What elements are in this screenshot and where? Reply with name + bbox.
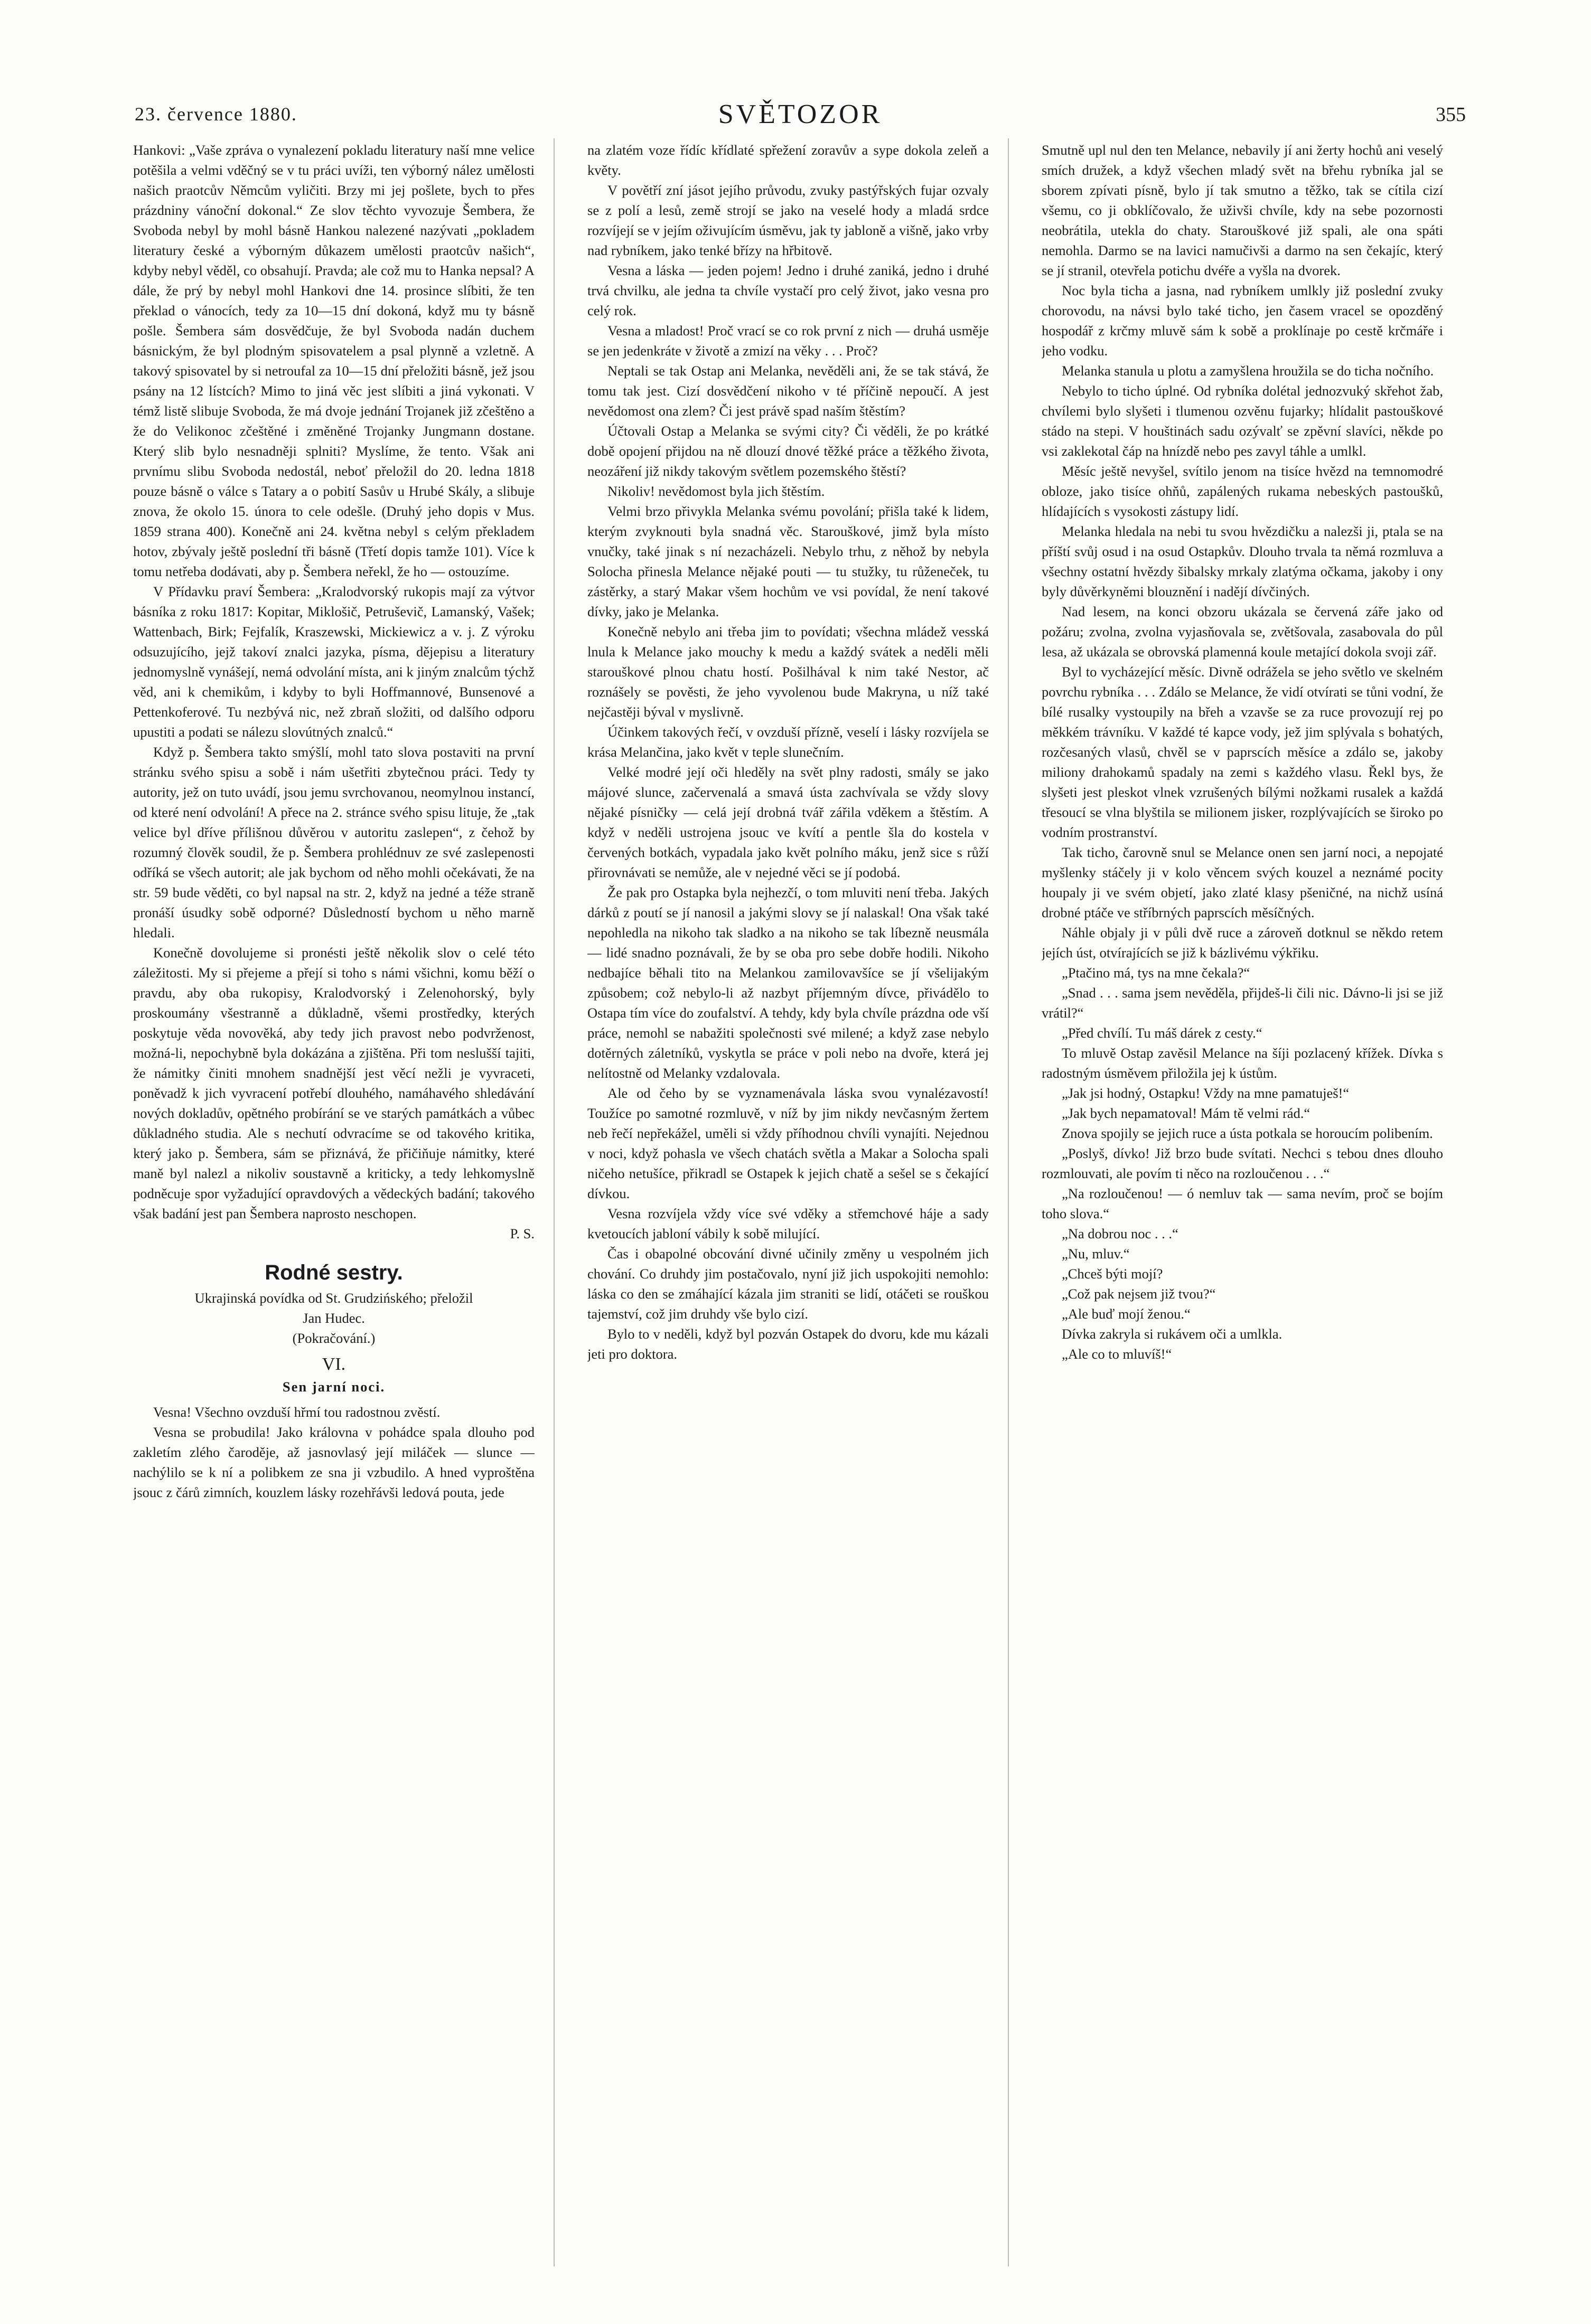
- paragraph: Noc byla ticha a jasna, nad rybníkem umlkly již poslední zvuky chorovodu, na návsi bylo také ticho, jen časem vracel se opozděný hospodář z krčmy mluvě sám k sobě a proklínaje po cestě krčmáře i jeho vodku.: [1042, 283, 1443, 359]
- paragraph: Vesna a mladost! Proč vrací se co rok první z nich — druhá usměje se jen jedenkráte v životě a zmizí na věky . . . Proč?: [587, 323, 989, 359]
- dialogue-line: „Ptačino má, tys na mne čekala?“: [1062, 965, 1250, 981]
- issue-date: 23. července 1880.: [135, 104, 297, 125]
- story-subtitle: Ukrajinská povídka od St. Grudzińského; přeložil: [194, 1290, 473, 1306]
- dialogue-line: „Chceš býti mojí?: [1062, 1266, 1163, 1282]
- paragraph: Nad lesem, na konci obzoru ukázala se červená záře jako od požáru; zvolna, zvolna vyjasňovala se, zvětšovala, zasabovala do půl lesa, až ukázala se obrovská plamenná koule metající dokola svoji zář.: [1042, 604, 1443, 660]
- paragraph: Náhle objaly ji v půli dvě ruce a zároveň dotknul se někdo retem jejích úst, otvírajících se již k bázlivému výkřiku.: [1042, 925, 1443, 961]
- paragraph: Smutně upl nul den ten Melance, nebavily jí ani žerty hochů ani veselý smích družek, a když všechen mladý svět na břehu rybníka jal se sborem zpívati písně, bylo jí tak smutno a těžko, tak se cítila cizí všemu, co ji obklíčovalo, že uživši chvíle, kdy na sebe pozornosti neobrátila, utekla do chaty. Starouškové již spali, ale ona spáti nemohla. Darmo se na lavici namučivši a darmo na sen čekajíc, který se jí stranil, otevřela potichu dvéře a vyšla na dvorek.: [1042, 142, 1443, 278]
- dialogue-line: „Ale co to mluvíš!“: [1062, 1346, 1172, 1362]
- column-3: [1042, 140, 1443, 2268]
- dialogue-line: „Na dobrou noc . . .“: [1062, 1226, 1178, 1241]
- dialogue-line: „Na rozloučenou! — ó nemluv tak — sama nevím, proč se bojím toho slova.“: [1042, 1185, 1443, 1221]
- page-header: [135, 99, 1466, 140]
- paragraph: Nebylo to ticho úplné. Od rybníka dolétal jednozvuký skřehot žab, chvílemi bylo slyšeti i tlumenou ozvěnu fujarky; hlídalit pastouškové stádo na stepi. V houštinách sadu ozývalť se zpěvní slavíci, někde po vsi zaklekotal čáp na hnízdě nebo pes zavyl táhle a umlkl.: [1042, 383, 1443, 459]
- paragraph: Vesna a láska — jeden pojem! Jedno i druhé zaniká, jedno i druhé trvá chvilku, ale jedna ta chvíle vystačí pro celý život, jako vesna pro celý rok.: [587, 262, 989, 318]
- paragraph: Vesna! Všechno ovzduší hřmí tou radostnou zvěstí.: [153, 1404, 441, 1420]
- paragraph: V povětří zní jásot jejího průvodu, zvuky pastýřských fujar ozvaly se z polí a lesů, země strojí se jako na veselé hody a mladá srdce rozvíjejí se v jejím oživujícím úsměvu, jak ty jabloně a višně, jako vrby nad rybníkem, jako tenké břízy na hřbitově.: [587, 182, 989, 258]
- column-2: [587, 140, 989, 2268]
- paragraph: Když p. Šembera takto smýšlí, mohl tato slova postaviti na první stránku svého spisu a sobě i nám ušetřiti zbytečnou práci. Tedy ty autority, jež on tuto uvádí, jsou jemu svrchovanou, neomylnou instancí, od které není odvolání! A přece na 2. stránce svého spisu lituje, že „tak velice byl dříve přílišnou důvěrou v autoritu zaslepen“, z čehož by rozumný člověk soudil, že p. Šembera prohlédnuv ze své zaslepenosti odříká se všech autorit; ale jak bychom od něho mohli očekávati, že na str. 59 bude věděti, co byl napsal na str. 2, když na jedné a téže straně pronáší úsudky sobě odporné? Důsledností bychom u něho marně hledali.: [133, 744, 535, 940]
- dialogue-line: „Jak jsi hodný, Ostapku! Vždy na mne pamatuješ!“: [1062, 1085, 1350, 1101]
- paragraph: Velké modré její oči hleděly na svět plny radosti, smály se jako májové slunce, začervenalá a smavá ústa zachvívala se vždy slovy nějaké písničky — celá její drobná tvář zářila vděkem a štěstím. A když v neděli ustrojena jsouc ve kvítí a pentle šla do kostela v červených botkách, vypadala jako květ polního máku, jenž sice s růží přirovnávati se nemůže, ale v nejedné věci se jí podobá.: [587, 764, 989, 880]
- page-number: 355: [1436, 104, 1466, 126]
- paragraph: Účtovali Ostap a Melanka se svými city? Či věděli, že po krátké době opojení přijdou na ně dlouzí dnové těžké práce a těžkého života, neozáření již nikdy takovým světlem pozemského štěstí?: [587, 423, 989, 479]
- paragraph: Konečně dovolujeme si pronésti ještě několik slov o celé této záležitosti. My si přejeme a přejí si toho s námi všichni, komu běží o pravdu, aby oba rukopisy, Kralodvorský i Zelenohorský, byly proskoumány všestranně a důkladně, všemi prostředky, kterých poskytuje věda novověká, aby tedy jich pravost nebo podvrženost, možná-li, nepochybně byla dokázána a zjištěna. Při tom neslušší tajiti, že námitky činiti mnohem snadnější jest věcí nežli je vyvraceti, poněvadž k jich vyvracení potřebí dlouhého, namáhavého shledávání nových dokladův, opětného probírání se ve starých památkách a vůbec důkladného studia. Ale s nechutí odvracíme se od takového kritika, který jako p. Šembera, sám se přiznává, že přičiňuje námitky, které maně byl nalezl a nikoliv soustavně a kriticky, a tedy lehkomyslně podněcuje spor vyžadující opravdových a vědeckých badání; takového však badání jest pan Šembera naprosto neschopen.: [133, 945, 535, 1221]
- paragraph: Dívka zakryla si rukávem oči a umlkla.: [1062, 1326, 1283, 1342]
- paragraph: Melanka hledala na nebi tu svou hvězdičku a nalezši ji, ptala se na příští svůj osud i na osud Ostapkův. Dlouho trvala ta němá rozmluva a všechny ostatní hvězdy šibalsky mrkaly zlatýma očkama, jakoby i ony byly důvěrkyněmi blouznění i nadějí dívčiných.: [1042, 523, 1443, 599]
- paragraph: Ale od čeho by se vyznamenávala láska svou vynalézavostí! Toužíce po samotné rozmluvě, v níž by jim nikdy nevčasným žertem neb řečí nepřekážel, uměli si vždy příhodnou chvíli vynajíti. Nejednou v noci, když pohasla ve všech chatách světla a Makar a Solocha spali ničeho netušíce, přikradl se Ostapek k jejich chatě a sešel se s čekající dívkou.: [587, 1085, 989, 1201]
- paragraph: Účinkem takových řečí, v ovzduší přízně, veselí i lásky rozvíjela se krása Melančina, jako květ v teple slunečním.: [587, 724, 989, 760]
- paragraph: Vesna se probudila! Jako královna v pohádce spala dlouho pod zakletím zlého čaroděje, až jasnovlasý její miláček — slunce — nachýlilo se k ní a polibkem ze sna ji vzbudilo. A hned vyproštěna jsouc z čárů zimních, kouzlem lásky rozehřávši ledová pouta, jede: [133, 1424, 535, 1500]
- dialogue-line: „Jak bych nepamatoval! Mám tě velmi rád.“: [1062, 1105, 1311, 1121]
- dialogue-line: „Snad . . . sama jsem nevěděla, přijdeš-li čili nic. Dávno-li jsi se již vrátil?“: [1042, 985, 1443, 1021]
- paragraph: Melanka stanula u plotu a zamyšlena hroužila se do ticha nočního.: [1062, 363, 1434, 379]
- paragraph: Měsíc ještě nevyšel, svítilo jenom na tisíce hvězd na temnomodré obloze, jako tisíce ohňů, zapálených rukama nebeských pastoušků, hlídajících s vysokosti zástupy lidí.: [1042, 463, 1443, 519]
- column-rule-1: [554, 138, 555, 2266]
- paragraph: Bylo to v neděli, když byl pozván Ostapek do dvoru, kde mu kázali jeti pro doktora.: [587, 1326, 989, 1362]
- paragraph: Tak ticho, čarovně snul se Melance onen sen jarní noci, a nepojaté myšlenky stáčely ji v kolo věncem svých kouzel a neznámé pocity houpaly ji ve svém objetí, jako zlaté klasy pšeničné, na nichž usíná drobné ptáče ve stříbrných paprscích měsíčných.: [1042, 844, 1443, 920]
- dialogue-line: „Ale buď mojí ženou.“: [1062, 1306, 1191, 1322]
- masthead-title: SVĚTOZOR: [718, 99, 883, 129]
- paragraph: Konečně nebylo ani třeba jim to povídati; všechna mládež vesská lnula k Melance jako mouchy k medu a každý svátek a neděli měli starouškové plnou chatu hostí. Pošilhával k nim také Nestor, ač roznášely se pověsti, že jeho vyvolenou bude Makryna, u níž také nejčastěji býval v myslivně.: [587, 624, 989, 720]
- story-title: Rodné sestry.: [265, 1261, 403, 1284]
- paragraph: V Přídavku praví Šembera: „Kralodvorský rukopis mají za výtvor básníka z roku 1817: Kopitar, Miklošič, Petruševič, Lamanský, Vašek; Wattenbach, Birk; Fejfalík, Kraszewski, Mickiewicz a v. j. Z výroku odsuzujícího, jejž takoví znalci jazyka, písma, dějepisu a literatury jednomyslně vynášejí, nemá odvolání místa, ani k jiným znalcům týchž věd, ani k chemikům, i kdyby to byli Hoffmannové, Bunsenové a Pettenkoferové. Tu nezbývá nic, než zbraň složiti, od dalšího odporu upustiti a podati se nálezu slovútných znalců.“: [133, 584, 535, 740]
- paragraph: Vesna rozvíjela vždy více své vděky a střemchové háje a sady kvetoucích jabloní vábily k sobě milující.: [587, 1206, 989, 1241]
- paragraph: Znova spojily se jejich ruce a ústa potkala se horoucím polibením.: [1062, 1125, 1433, 1141]
- paragraph: To mluvě Ostap zavěsil Melance na šíji pozlacený křížek. Dívka s radostným úsměvem přiložila jej k ústům.: [1042, 1045, 1443, 1081]
- paragraph: Čas i obapolné obcování divné učinily změny u vespolném jich chování. Co druhdy jim postačovalo, nyní již jich uspokojiti nemohlo: láska co den se zmáhající kázala jim straniti se lidí, otáčeti se rouškou tajemství, což jim druhdy vše bylo cizí.: [587, 1246, 989, 1322]
- dialogue-line: „Před chvílí. Tu máš dárek z cesty.“: [1062, 1025, 1262, 1041]
- paragraph: Hankovi: „Vaše zpráva o vynalezení pokladu literatury naší mne velice potěšila a velmi vděčný se v tu práci uvíži, ten výborný nález umělosti našich praotcův Němcům vyličiti. Brzy mi jej pošlete, bych to přes prázdniny vánoční dokonal.“ Ze slov těchto vyvozuje Šembera, že Svoboda nebyl by mohl básně Hankou nalezené nazývati „pokladem literatury české a výborným důkazem umělosti praotcův našich“, kdyby nebyl věděl, co obsahují. Pravda; ale což mu to Hanka nepsal? A dále, že prý by nebyl mohl Hankovi dne 14. prosince slíbiti, že ten překlad o vánocích, tedy za 10—15 dní dokoná, když mu ty básně pošle. Šembera sám dosvědčuje, že byl Svoboda nadán duchem básnickým, že byl plodným spisovatelem a psal plynně a vzletně. A takový spisovatel by si netroufal za 10—15 dní přeložiti básně, jež jsou psány na 12 lístcích? Mimo to jiná věc jest slíbiti a jiná vykonati. V témž listě slibuje Svoboda, že má dvoje jednání Trojanek již zčeštěno a že do Velikonoc zčeštěné i změněné Trojanky Jungmann dostane. Který slib bylo nesnadněji splniti? Myslíme, že tento. Však ani prvnímu slibu Svoboda nedostál, neboť přeložil do 20. ledna 1818 pouze básně o válce s Tatary a o pobití Sasův u Hrubé Skály, a slibuje znova, že okolo 15. února to cele odešle. (Druhý jeho dopis v Mus. 1859 strana 400). Konečně ani 24. května nebyl s celým překladem hotov, zbývaly ještě poslední tři básně (Třetí dopis tamže 101). Více k tomu netřeba dodávati, aby p. Šembera neřekl, že ho — ostouzíme.: [133, 142, 535, 579]
- story-heading: [133, 1257, 535, 1397]
- column-1: [133, 140, 535, 2268]
- paragraph: Byl to vycházející měsíc. Divně odrážela se jeho světlo ve skelném povrchu rybníka . . . Zdálo se Melance, že vidí otvírati se tůni vodní, že bílé rusalky vystoupily na břeh a vzavše se za ruce provozují rej po měkkém trávníku. V každé té kapce vody, jež jim splývala s bohatých, rozčesaných vlasů, chvěl se v paprscích měsíce a zdálo se, jakoby miliony drahokamů spadaly na zemi s každého vlasu. Řekl bys, že slyšeti jest pleskot vlnek vzrušených bílými nožkami rusalek a každá třesoucí se vlna blyštila se milionem jisker, rozplývajících se široko po vodním prostranství.: [1042, 664, 1443, 840]
- dialogue-line: „Nu, mluv.“: [1062, 1246, 1130, 1262]
- paragraph: na zlatém voze řídíc křídlaté spřežení zoravův a sype dokola zeleň a květy.: [587, 142, 989, 178]
- paragraph: Že pak pro Ostapka byla nejhezčí, o tom mluviti není třeba. Jakých dárků z poutí se jí nanosil a jakými slovy se jí nalaskal! Ona však také nepohledla na nikoho tak sladko a na nikoho se tak líbezně neusmála — lidé snadno poznávali, že by se oba pro sebe dobře hodili. Nikoho nedbajíce běhali tito na Melankou zamilovavšíce se jí všelijakým způsobem; což nebylo-li až nazbyt příjemným dívce, přivádělo to Ostapa tím více do zoufalství. A tehdy, kdy byla chvíle prázdna ode vší práce, nemohl se nabažiti společnosti své milené; a když zase nebylo dotěrných záletníků, vyskytla se práce v poli nebo na dvoře, která jej nelítostně od Melanky vzdalovala.: [587, 885, 989, 1081]
- dialogue-line: „Poslyš, dívko! Již brzo bude svítati. Nechci s tebou dnes dlouho rozmlouvati, ale povím ti něco na rozloučenou . . .“: [1042, 1145, 1443, 1181]
- story-continuation: (Pokračování.): [292, 1330, 376, 1346]
- dialogue-line: „Což pak nejsem již tvou?“: [1062, 1286, 1216, 1302]
- article-signature: P. S.: [510, 1226, 535, 1241]
- chapter-title: Sen jarní noci.: [282, 1379, 386, 1395]
- paragraph: Neptali se tak Ostap ani Melanka, nevěděli ani, že se tak stává, že tomu tak jest. Cizí dosvědčení nikoho v té příčině nepoučí. A jest nevědomost ona zlem? Či jest právě spad naším štěstím?: [587, 363, 989, 419]
- paragraph: Velmi brzo přivykla Melanka svému povolání; přišla také k lidem, kterým zvyknouti byla snadná věc. Starouškové, jimž byla místo vnučky, také jinak s ní nezacházeli. Nebylo trhu, z něhož by nebyla Solocha přinesla Melance nějaké pouti — tu stužky, tu růženeček, tu zástěrky, a starý Makar všem hochům ve vsi povídal, že není takové dívky, jako je Melanka.: [587, 503, 989, 619]
- column-rule-2: [1008, 138, 1009, 2266]
- chapter-number: VI.: [322, 1354, 346, 1374]
- paragraph: Nikoliv! nevědomost byla jich štěstím.: [607, 483, 825, 499]
- story-translator: Jan Hudec.: [303, 1310, 365, 1326]
